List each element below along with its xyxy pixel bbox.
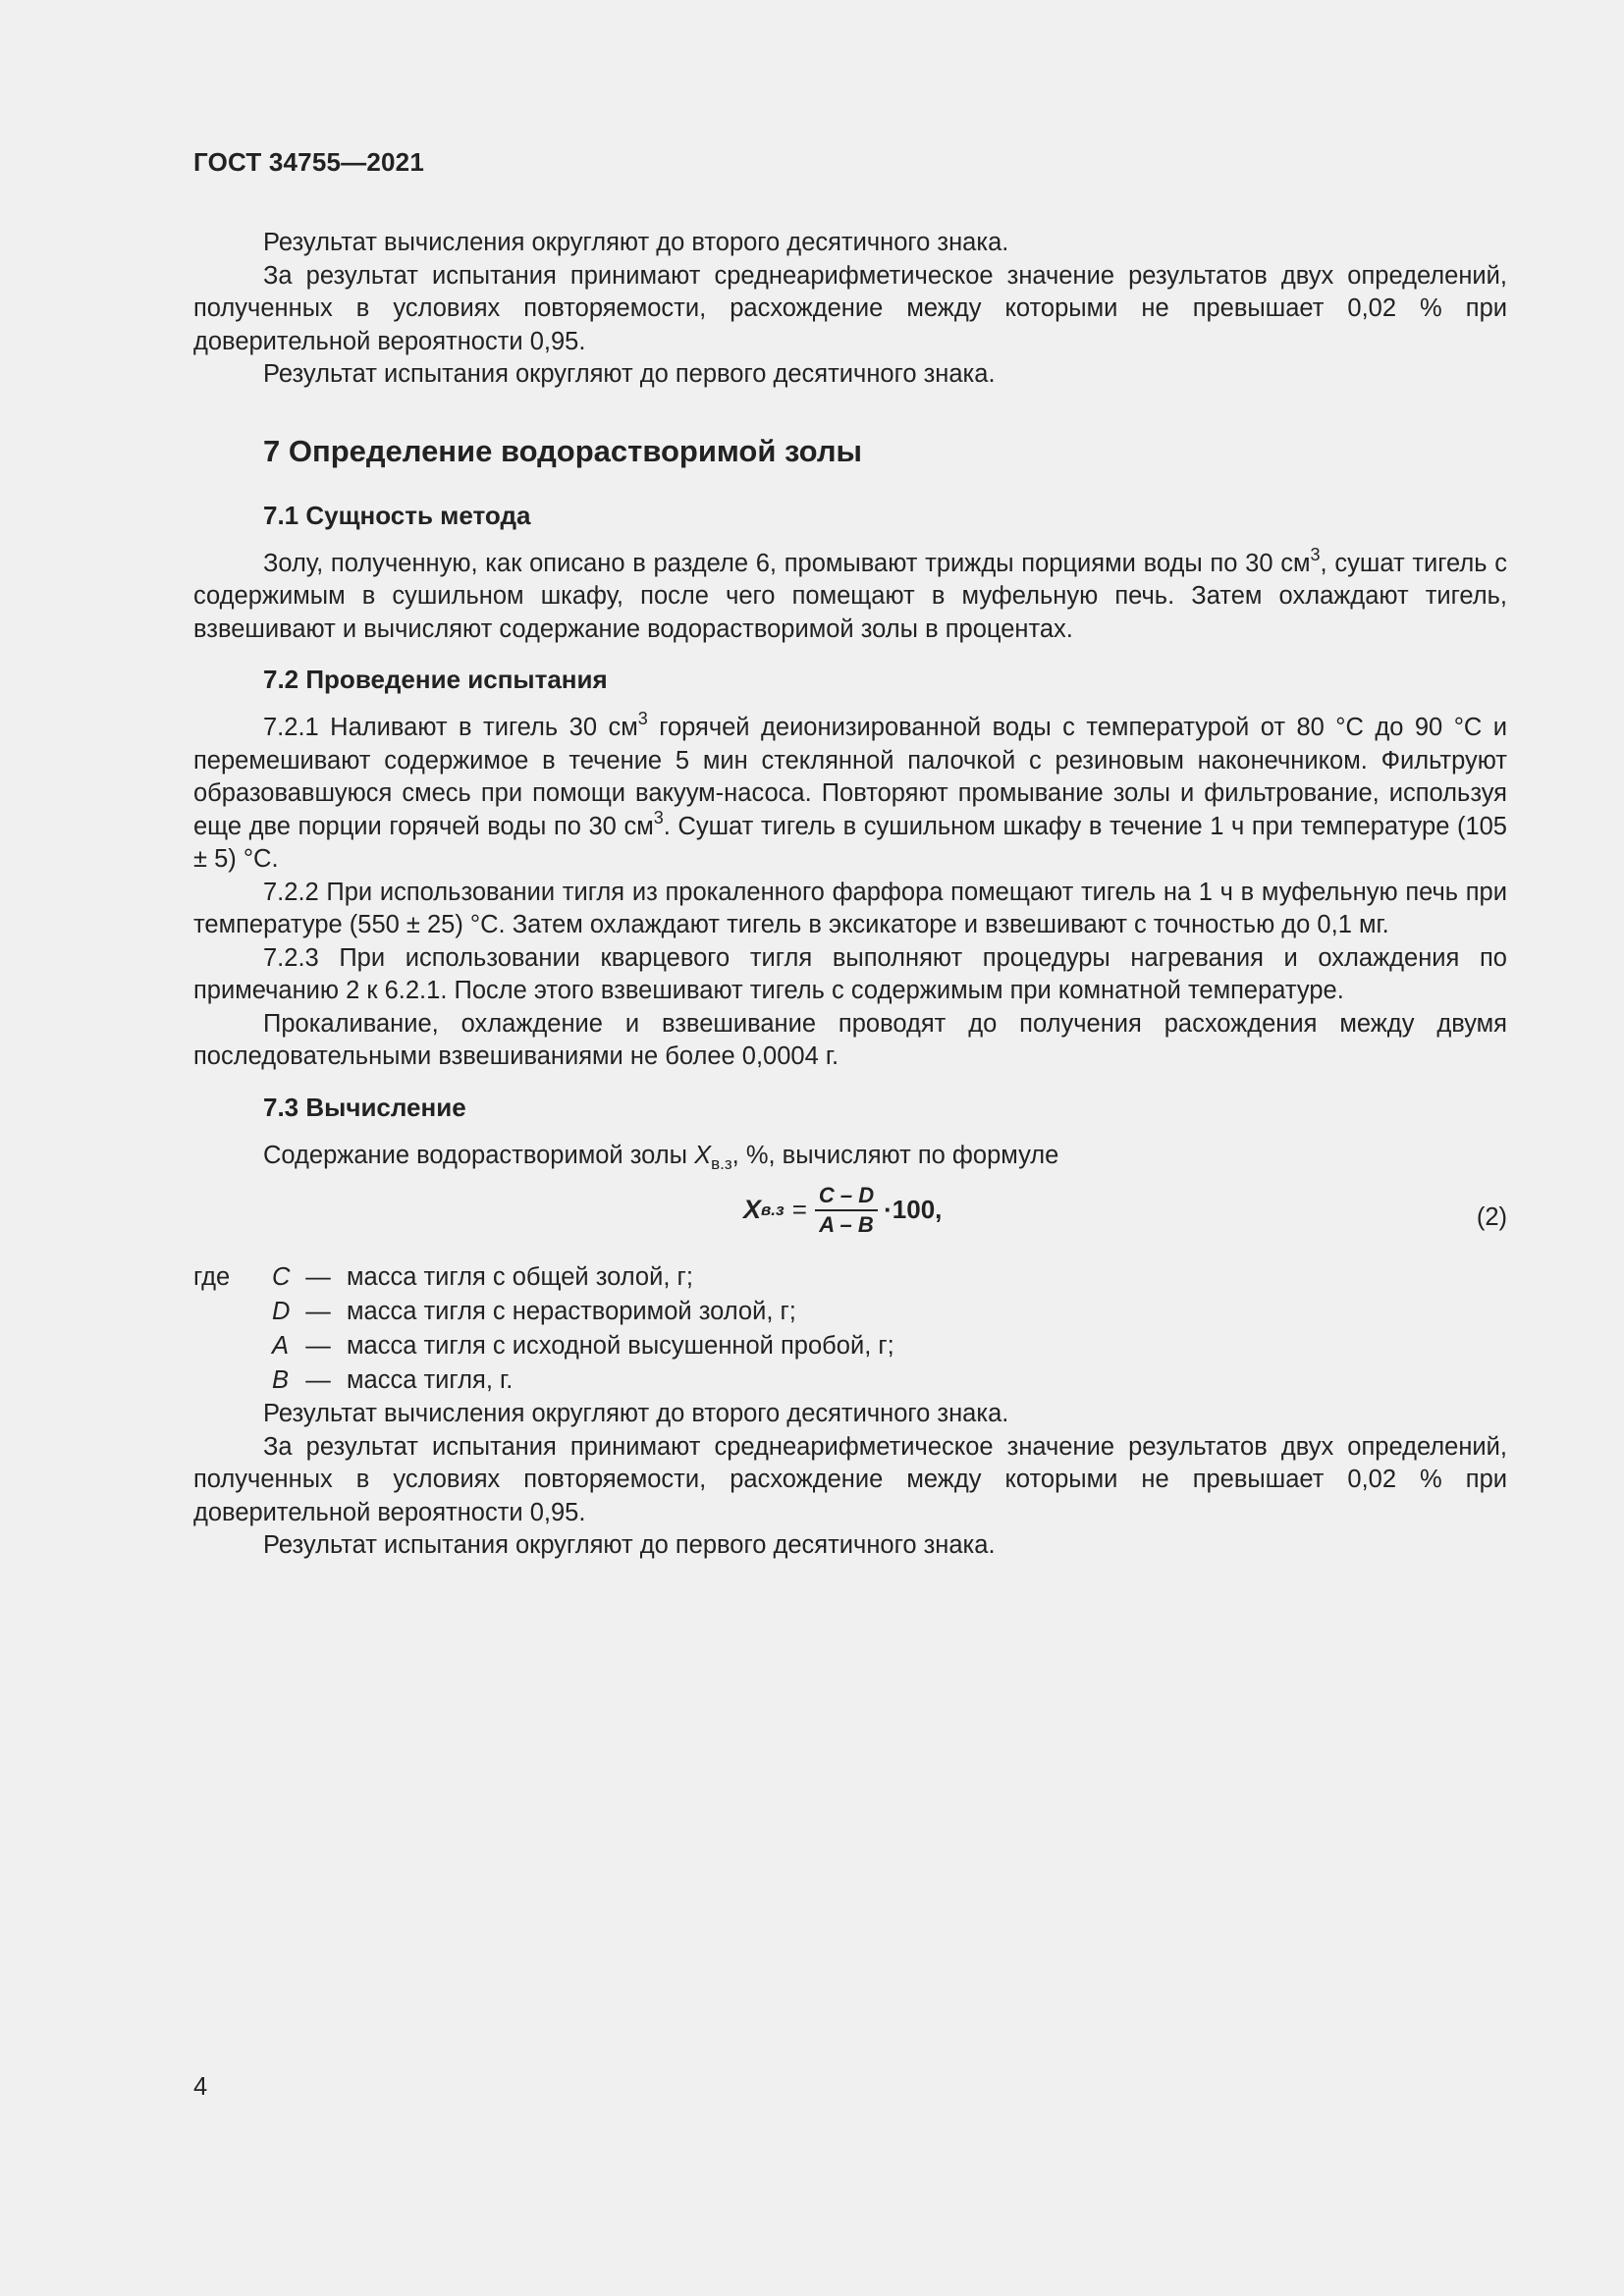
paragraph: 7.2.2 При использовании тигля из прокаленного фарфора помещают тигель на 1 ч в муфельную печь при температуре (550 ± 25) °С. Затем охлаждают тигель в эксикаторе и взвешивают с точностью до 0,1 мг. xyxy=(193,878,1507,938)
definition-text: масса тигля с общей золой, г; xyxy=(347,1263,693,1291)
formula-number: (2) xyxy=(1476,1203,1507,1231)
subsection-heading: 7.2 Проведение испытания xyxy=(263,665,608,694)
section-heading: 7 Определение водорастворимой золы xyxy=(263,433,863,468)
denominator: A – B xyxy=(819,1212,874,1237)
subsection-heading: 7.3 Вычисление xyxy=(263,1092,466,1122)
definition-dash: — xyxy=(305,1366,331,1394)
superscript: 3 xyxy=(653,807,664,828)
definition-variable: C xyxy=(272,1263,291,1291)
text-run: , %, вычисляют по формуле xyxy=(731,1141,1059,1169)
paragraph: Прокаливание, охлаждение и взвешивание проводят до получения расхождения между двумя последовательными взвешиваниями не более 0,0004 г. xyxy=(193,1009,1507,1070)
definition-lead xyxy=(193,1295,272,1329)
paragraph: Результат вычисления округляют до второго десятичного знака. xyxy=(263,1400,1009,1427)
document-header: ГОСТ 34755—2021 xyxy=(193,147,424,177)
paragraph xyxy=(193,709,1508,877)
definition-variable: A xyxy=(272,1332,290,1360)
numerator: C – D xyxy=(818,1183,875,1207)
definition-text: масса тигля, г. xyxy=(347,1366,514,1394)
page-content xyxy=(193,227,1507,1563)
formula-variable: X xyxy=(743,1195,762,1225)
text-run: 7.2.1 Наливают в тигель 30 см xyxy=(263,714,638,741)
definition-row xyxy=(193,1295,1507,1329)
definition-text: масса тигля с нерастворимой золой, г; xyxy=(347,1298,796,1325)
paragraph: За результат испытания принимают среднеарифметическое значение результатов двух определений, полученных в условиях повторяемости, расхождение между которыми не превышает 0,02 % при доверительной вероятности 0,95. xyxy=(193,1432,1507,1526)
definition-variable: D xyxy=(272,1298,291,1325)
definitions-list xyxy=(193,1260,1507,1398)
fraction xyxy=(815,1182,878,1239)
text-run: Золу, полученную, как описано в разделе 6, промывают трижды порциями воды по 30 см xyxy=(263,549,1311,577)
equals-sign: = xyxy=(791,1195,807,1225)
paragraph xyxy=(193,1140,1507,1173)
definition-variable: B xyxy=(272,1366,290,1394)
definition-row xyxy=(193,1260,1507,1295)
paragraph: Результат испытания округляют до первого десятичного знака. xyxy=(263,1531,996,1559)
definition-dash: — xyxy=(305,1298,331,1325)
definition-dash: — xyxy=(305,1332,331,1360)
formula: X в.з = $\frac{C - D}{A - B}$ ·100, xyxy=(743,1183,943,1237)
subscript: в.з xyxy=(711,1153,732,1173)
definition-text: масса тигля с исходной высушенной пробой, г; xyxy=(347,1332,894,1360)
paragraph: 7.2.3 При использовании кварцевого тигля выполняют процедуры нагревания и охлаждения по примечанию 2 к 6.2.1. После этого взвешивают тигель с содержимым при комнатной температуре. xyxy=(193,943,1507,1004)
definition-row xyxy=(193,1363,1507,1398)
definition-lead xyxy=(193,1329,272,1363)
text-run: горячей деионизированной воды с температурой от 80 °С до 90 °С и перемешивают содержимое в течение 5 мин стеклянной палочкой с резиновым наконечником. Фильтруют образовавшуюся смесь при помощи вакуум-насоса. Повторяют промывание золы и фильтрование, используя еще две порции горячей воды по 30 см xyxy=(193,714,1508,840)
subsection-heading: 7.1 Сущность метода xyxy=(263,500,531,530)
definition-dash: — xyxy=(305,1263,331,1291)
paragraph: Результат испытания округляют до первого десятичного знака. xyxy=(263,360,996,388)
text-run: Содержание водорастворимой золы xyxy=(263,1141,695,1169)
paragraph: За результат испытания принимают среднеарифметическое значение результатов двух определений, полученных в условиях повторяемости, расхождение между которыми не превышает 0,02 % при доверительной вероятности 0,95. xyxy=(193,261,1507,355)
superscript: 3 xyxy=(1310,544,1321,564)
superscript: 3 xyxy=(637,709,648,728)
definition-lead: где xyxy=(193,1263,238,1291)
formula-block xyxy=(193,1180,1507,1251)
paragraph: Результат вычисления округляют до второго десятичного знака. xyxy=(263,229,1009,256)
paragraph xyxy=(193,544,1507,647)
page-number: 4 xyxy=(193,2073,208,2101)
text-run: , сушат тигель с содержимым в сушильном шкафу, после чего помещают в муфельную печь. Затем охлаждают тигель, взвешивают и вычисляют содержание водорастворимой золы в процентах. xyxy=(193,549,1507,643)
variable: X xyxy=(694,1141,712,1169)
text-run: . Сушат тигель в сушильном шкафу в течение 1 ч при температуре (105 ± 5) °С. xyxy=(193,812,1507,873)
definition-lead xyxy=(193,1363,272,1398)
definition-row xyxy=(193,1329,1507,1363)
multiplier: ·100, xyxy=(884,1195,943,1225)
